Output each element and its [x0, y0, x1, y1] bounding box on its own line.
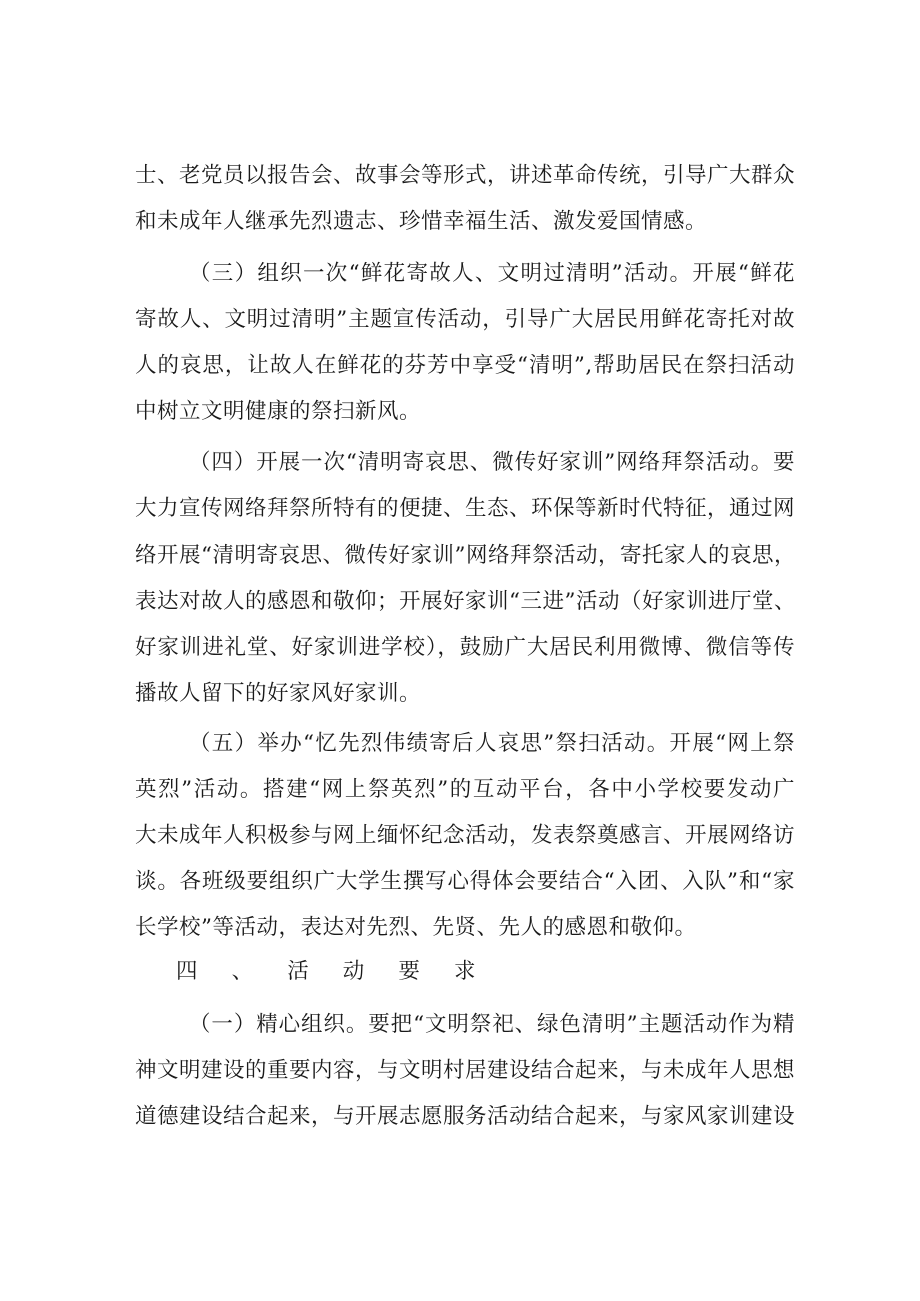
text-line: 播故人留下的好家风好家训。: [135, 681, 422, 706]
text-line: 英烈”活动。搭建“网上祭英烈”的互动平台，各中小学校要发动广: [135, 777, 795, 802]
text-line: 好家训进礼堂、好家训进学校），鼓励广大居民利用微博、微信等传: [135, 635, 795, 660]
text-line: 和未成年人继承先烈遗志、珍惜幸福生活、激发爱国情感。: [135, 209, 708, 234]
text-line: 大力宣传网络拜祭所特有的便捷、生态、环保等新时代特征，通过网: [135, 496, 796, 521]
paragraph-4-line: （四）开展一次“清明寄哀思、微传好家训”网络拜祭活动。要: [189, 450, 795, 475]
text-line: 谈。各班级要组织广大学生撰写心得体会要结合“入团、入队”和“家: [135, 869, 795, 894]
text-line: 表达对故人的感恩和敬仰；开展好家训“三进”活动（好家训进厅堂、: [135, 589, 796, 614]
text-line: 人的哀思，让故人在鲜花的芬芳中享受“清明”,帮助居民在祭扫活动: [135, 353, 795, 378]
text-line: 络开展“清明寄哀思、微传好家训”网络拜祭活动，寄托家人的哀思，: [135, 543, 796, 568]
text-line: 长学校”等活动，表达对先烈、先贤、先人的感恩和敬仰。: [135, 915, 697, 940]
text-line: 大未成年人积极参与网上缅怀纪念活动，发表祭奠感言、开展网络访: [135, 823, 796, 848]
text-line: 神文明建设的重要内容，与文明村居建设结合起来，与未成年人思想: [135, 1058, 796, 1083]
paragraph-3-line: （三）组织一次“鲜花寄故人、文明过清明”活动。开展“鲜花: [189, 261, 795, 286]
text-line: 寄故人、文明过清明”主题宣传活动，引导广大居民用鲜花寄托对故: [135, 307, 795, 332]
section-heading: 四、活动要求: [176, 959, 476, 984]
paragraph-requirements-line: （一）精心组织。要把“文明祭祀、绿色清明”主题活动作为精: [189, 1012, 795, 1037]
text-line: 道德建设结合起来，与开展志愿服务活动结合起来，与家风家训建设: [135, 1104, 796, 1129]
text-line: 中树立文明健康的祭扫新风。: [135, 399, 422, 424]
text-line: 士、老党员以报告会、故事会等形式，讲述革命传统，引导广大群众: [135, 163, 796, 188]
paragraph-5-line: （五）举办“忆先烈伟绩寄后人哀思”祭扫活动。开展“网上祭: [189, 731, 795, 756]
